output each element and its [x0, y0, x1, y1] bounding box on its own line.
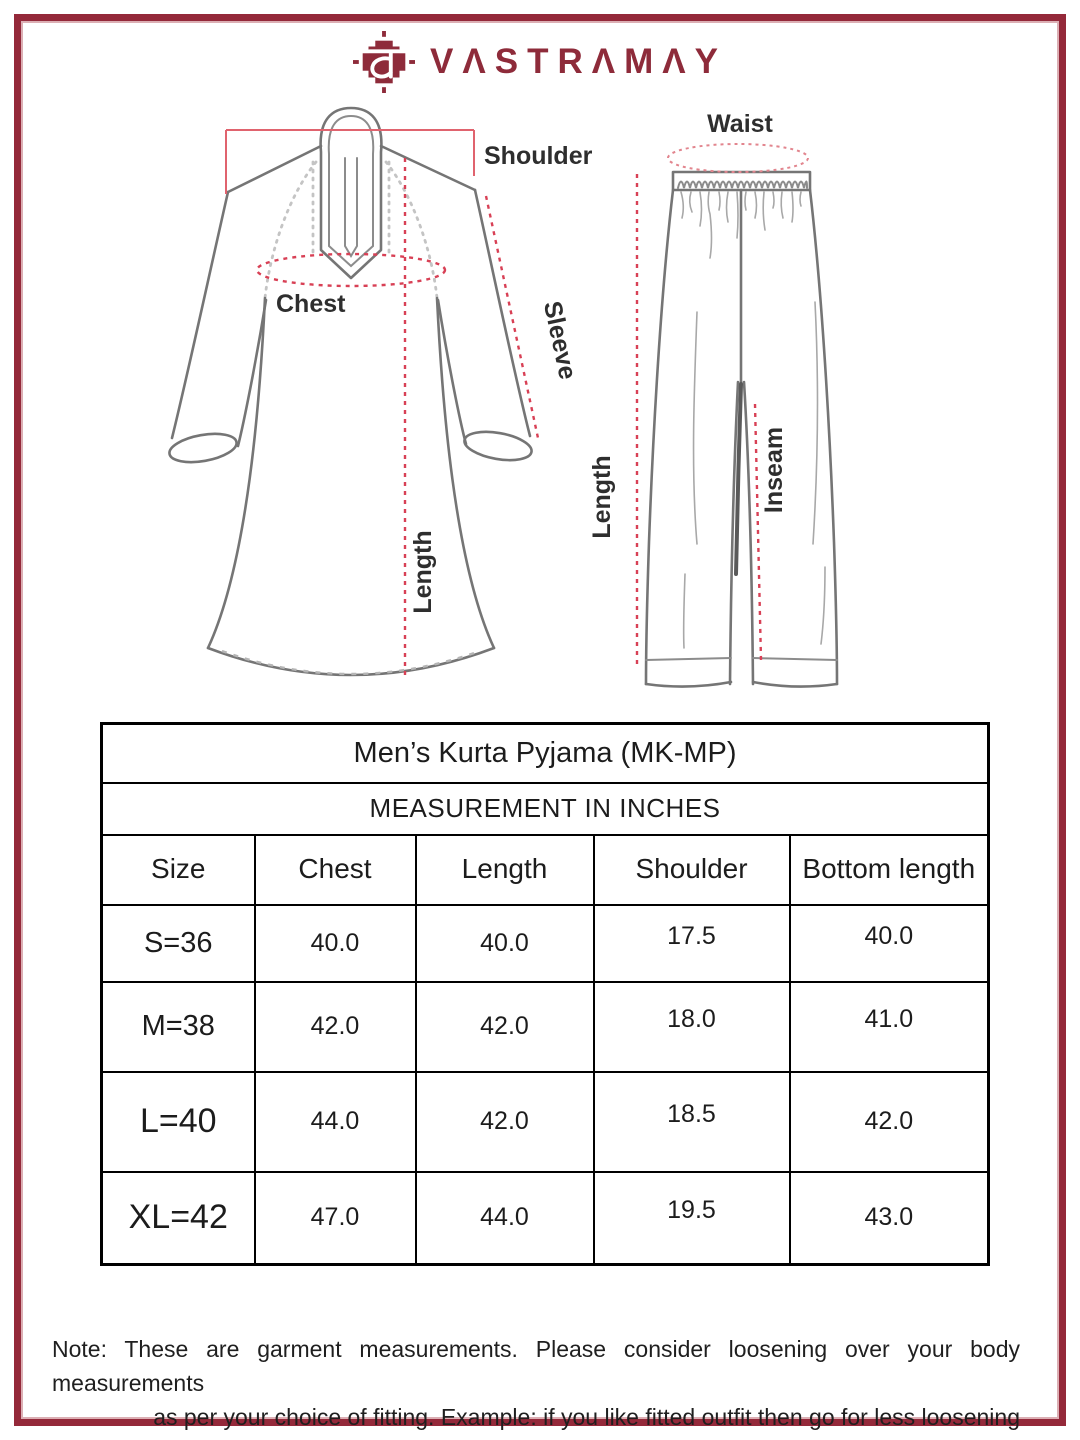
- length-cell: 44.0: [416, 1172, 594, 1265]
- bottom-length-cell: [790, 905, 989, 982]
- bottom-length-value: 40.0: [864, 921, 914, 950]
- note-line-2: as per your choice of fitting. Example: if you like fitted outfit then go for less loosening: [153, 1404, 1020, 1430]
- shoulder-measure-bracket: [226, 130, 474, 194]
- table-subtitle-row: [102, 783, 989, 835]
- size-cell: L=40: [102, 1072, 255, 1172]
- table-title: Men’s Kurta Pyjama (MK-MP): [102, 724, 989, 783]
- shoulder-cell: [594, 1172, 790, 1265]
- pyjama-measurement-diagram: [585, 112, 985, 712]
- kurta-chest-label: Chest: [276, 290, 346, 318]
- shoulder-value: 18.5: [667, 1100, 716, 1128]
- col-header-bottom-length: Bottom length: [790, 835, 989, 905]
- pyjama-outline: [646, 172, 837, 687]
- col-header-shoulder: Shoulder: [594, 835, 790, 905]
- length-cell: 42.0: [416, 982, 594, 1072]
- sleeve-measure-line: [486, 196, 538, 438]
- size-cell: M=38: [102, 982, 255, 1072]
- shoulder-cell: [594, 905, 790, 982]
- size-cell: XL=42: [102, 1172, 255, 1265]
- brand-name: VΛSTRΛMΛY: [430, 42, 727, 81]
- pyjama-length-label: Length: [588, 455, 616, 539]
- kurta-outline: [167, 108, 533, 675]
- length-cell: 40.0: [416, 905, 594, 982]
- bottom-length-value: 41.0: [864, 1005, 914, 1033]
- col-header-length: Length: [416, 835, 594, 905]
- brand-header: [0, 30, 1080, 94]
- chest-cell: 44.0: [255, 1072, 416, 1172]
- table-row: [102, 1072, 989, 1172]
- note-line-1: Note: These are garment measurements. Please consider loosening over your body measurements: [52, 1336, 1020, 1396]
- length-cell: 42.0: [416, 1072, 594, 1172]
- size-cell: S=36: [102, 905, 255, 982]
- chest-cell: 40.0: [255, 905, 416, 982]
- chest-measure-ellipse: [257, 254, 445, 286]
- pyjama-measure-lines: [637, 144, 808, 664]
- table-row: [102, 1172, 989, 1265]
- pyjama-wrinkles: [684, 302, 825, 648]
- note: [52, 1332, 1020, 1434]
- col-header-size: Size: [102, 835, 255, 905]
- shoulder-cell: [594, 982, 790, 1072]
- pyjama-waist-label: Waist: [707, 112, 773, 138]
- table-row: [102, 982, 989, 1072]
- shoulder-value: 18.0: [667, 1005, 716, 1033]
- table-title-row: [102, 724, 989, 783]
- bottom-length-cell: 43.0: [790, 1172, 989, 1265]
- kurta-measurement-diagram: [148, 100, 603, 712]
- brand-logo-icon: [353, 30, 415, 94]
- bottom-length-cell: 42.0: [790, 1072, 989, 1172]
- kurta-sleeve-label: Sleeve: [537, 298, 582, 383]
- kurta-length-label: Length: [409, 530, 437, 614]
- chest-cell: 42.0: [255, 982, 416, 1072]
- shoulder-value: 17.5: [667, 921, 716, 950]
- pyjama-inseam-label: Inseam: [760, 426, 788, 514]
- table-subtitle: MEASUREMENT IN INCHES: [102, 783, 989, 835]
- bottom-length-cell: [790, 982, 989, 1072]
- col-header-chest: Chest: [255, 835, 416, 905]
- shoulder-cell: [594, 1072, 790, 1172]
- waist-measure-ellipse: [668, 144, 808, 172]
- size-chart-table: [100, 722, 990, 1266]
- table-header-row: [102, 835, 989, 905]
- table-row: [102, 905, 989, 982]
- shoulder-value: 19.5: [667, 1196, 716, 1225]
- chest-cell: 47.0: [255, 1172, 416, 1265]
- kurta-shoulder-label: Shoulder: [484, 142, 593, 170]
